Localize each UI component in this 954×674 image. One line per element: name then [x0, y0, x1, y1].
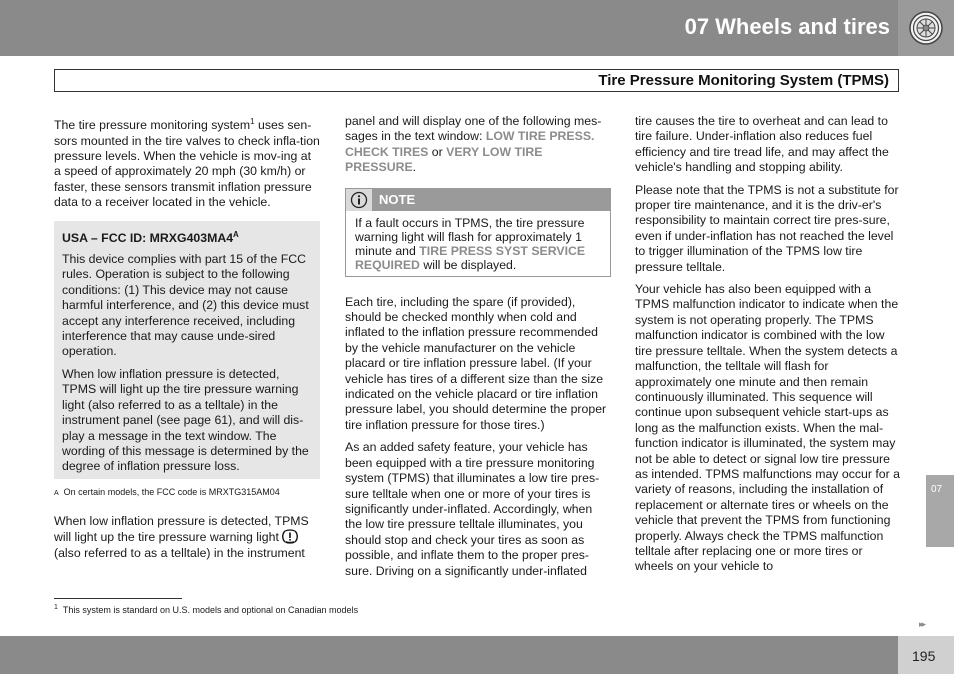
- intro-text-end: uses sen-sors mounted in the tire valves to check infla-tion pressure levels. When the vehicle is mov-ing at a speed of approximately 20 mph (30 km/h) or faster, these sensors transmit inflation pressure data to a receiver located in the vehicle.: [54, 118, 320, 210]
- tire-pressure-warning-icon: [282, 529, 298, 544]
- section-title: Tire Pressure Monitoring System (TPMS): [598, 72, 889, 89]
- messages-period: .: [412, 160, 417, 175]
- next-page-arrows[interactable]: ▸▸: [919, 619, 925, 629]
- chapter-title: 07 Wheels and tires: [684, 14, 890, 39]
- fcc-footnote-ref: A: [233, 229, 239, 239]
- info-icon: [350, 191, 368, 209]
- note-body: [346, 211, 610, 276]
- note-header: [346, 189, 610, 211]
- page-footnote-text: This system is standard on U.S. models and optional on Canadian models: [62, 605, 359, 615]
- section-header: [54, 69, 899, 92]
- note-box: [345, 188, 611, 277]
- intro-paragraph: [54, 114, 320, 211]
- column-2: [345, 114, 611, 586]
- chapter-header: [0, 0, 954, 56]
- chapter-icon-box: [898, 0, 954, 56]
- box-footnote-mark: A: [54, 489, 59, 497]
- closing-text-end: (also referred to as a telltale) in the instrument: [54, 545, 305, 560]
- column-1: [54, 114, 320, 568]
- fcc-paragraph-1: This device complies with part 15 of the FCC rules. Operation is subject to the following conditions: (1) This device may not cause harmful interference, and (2) this device must accept any interference received, including interference that may cause unde-sired operation.: [62, 252, 309, 359]
- closing-paragraph: [54, 514, 320, 561]
- column-3: [635, 114, 901, 582]
- intro-text-start: The tire pressure monitoring system: [54, 118, 251, 133]
- footer-bar: [0, 636, 898, 674]
- box-footnote: [54, 487, 320, 499]
- page-number: 195: [912, 648, 936, 664]
- box-footnote-text: On certain models, the FCC code is MRXTG315AM04: [63, 486, 280, 497]
- note-label: NOTE: [379, 191, 416, 207]
- malfunction-paragraph: Your vehicle has also been equipped with a TPMS malfunction indicator to indicate when the system is not operating properly. The TPMS malfunction indicator is combined with the low tire pressure telltale. When the system detects a malfunction, the telltale will flash for approximately one minute and then remain continuously illuminated. This sequence will continue upon subsequent vehicle start-ups as long as the malfunction exists. When the mal-function indicator is illuminated, the system may not be able to detect or signal low tire pressure as intended. TPMS malfunctions may occur for a variety of reasons, including the installation of replacement or alternate tires or wheels on the vehicle that prevent the TPMS from functioning properly. Always check the TPMS malfunction telltale after replacing one or more tires or wheels on your vehicle to: [635, 282, 900, 574]
- page-footnote-mark: 1: [54, 604, 58, 611]
- fcc-info-box: [54, 221, 320, 479]
- chapter-side-tab[interactable]: [926, 475, 954, 547]
- maintenance-paragraph: Please note that the TPMS is not a substitute for proper tire maintenance, and it is the driv-er's responsibility to maintain correct tire pres-sure, even if under-inflation has not reached the level to trigger illumination of the TPMS low tire pressure telltale.: [635, 182, 899, 274]
- footnote-ref: 1: [250, 117, 255, 126]
- page-footnote: [54, 602, 358, 616]
- message-tire-press-syst-service-required: TIRE PRESS SYST SERVICE REQUIRED: [355, 243, 586, 272]
- chapter-side-tab-label: 07: [931, 484, 943, 495]
- monthly-check-paragraph: Each tire, including the spare (if provided), should be checked monthly when cold and inflated to the inflation pressure recommended by the vehicle manufacturer on the vehicle placard or tire inflation pressure label. (If your vehicle has tires of a different size than the size indicated on the vehicle placard or tire inflation pressure label, you should determine the proper tire inflation pressure for those tires.): [345, 294, 607, 432]
- messages-paragraph: [345, 114, 611, 176]
- closing-text-start: When low inflation pressure is detected, TPMS will light up the tire pressure warning light: [54, 513, 309, 545]
- messages-or: or: [428, 144, 447, 159]
- message-low-tire-press: LOW TIRE PRESS. CHECK TIRES: [345, 129, 595, 159]
- tire-icon: [908, 10, 944, 46]
- messages-text: panel and will display one of the following mes-sages in the text window:: [345, 114, 602, 144]
- underinflation-paragraph: tire causes the tire to overheat and can lead to tire failure. Under-inflation also reduces fuel efficiency and tire tread life, and may affect the vehicle's handling and stopping ability.: [635, 114, 889, 175]
- safety-feature-paragraph: As an added safety feature, your vehicle has been equipped with a tire pressure monitoring system (TPMS) that illuminates a low tire pres-sure telltale when one or more of your tires is significantly under-inflated. Accordingly, when the low tire pressure telltale illuminates, you should stop and check your tires as soon as possible, and inflate them to the proper pres-sure. Driving on a significantly under-inflated: [345, 440, 600, 578]
- note-text-end: will be displayed.: [419, 257, 517, 272]
- note-text-start: If a fault occurs in TPMS, the tire pressure warning light will flash for approximately 1 minute and: [355, 215, 585, 258]
- fcc-paragraph-2: When low inflation pressure is detected, TPMS will light up the tire pressure warning light (also referred to as a telltale) in the instrument panel (see page 61), and will dis-play a message in the text window. The wording of this message is determined by the degree of inflation pressure loss.: [62, 366, 309, 474]
- note-icon-wrap: [346, 189, 372, 211]
- fcc-heading-text: USA – FCC ID: MRXG403MA4: [62, 230, 234, 245]
- fcc-heading: [62, 226, 312, 247]
- message-very-low-tire-pressure: VERY LOW TIRE PRESSURE: [345, 144, 543, 175]
- footnote-rule: [54, 598, 182, 599]
- page-number-box: [898, 636, 954, 674]
